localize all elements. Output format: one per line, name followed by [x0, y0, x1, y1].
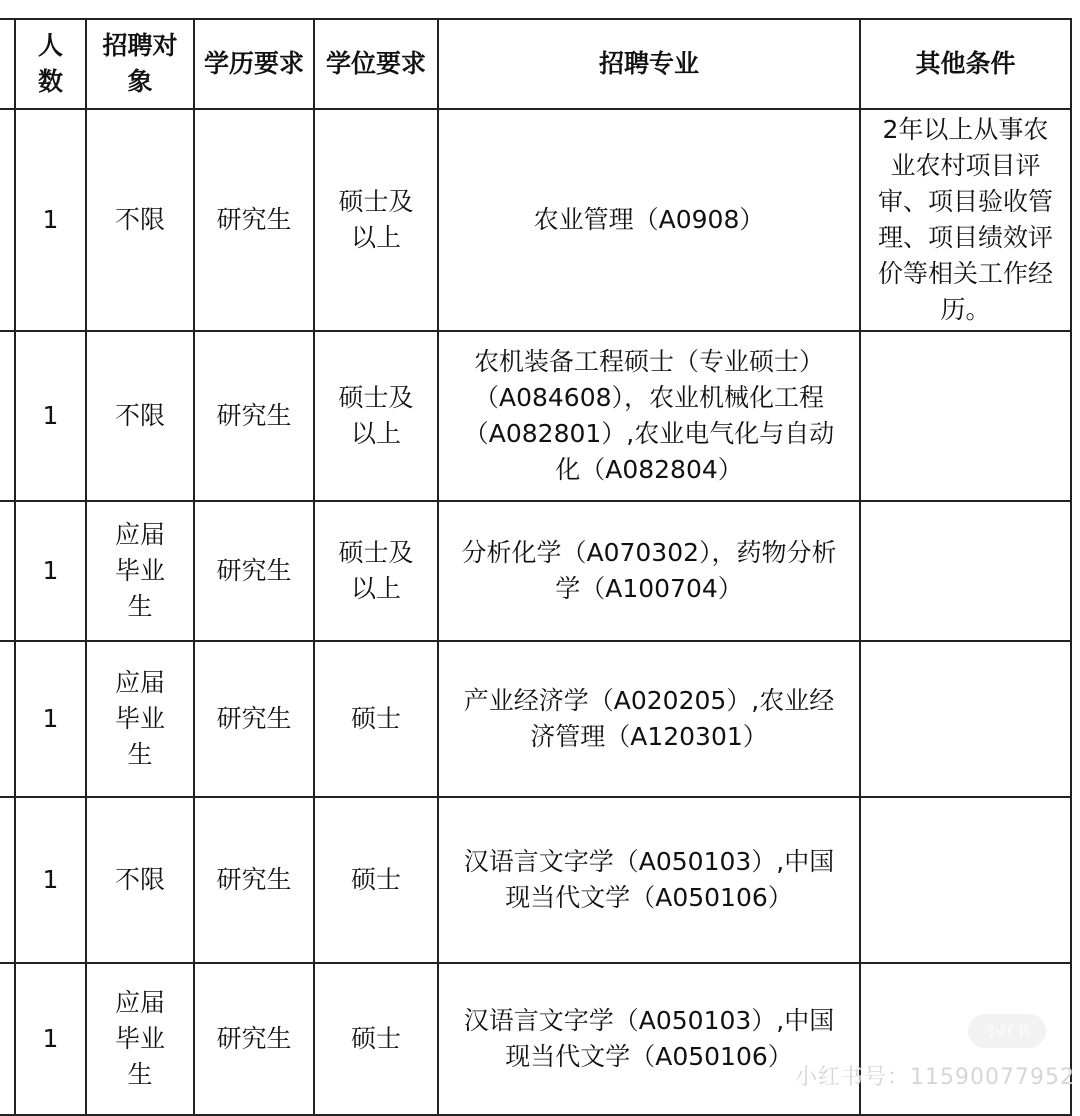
target-cell: 不限 [86, 797, 194, 963]
target-cell: 应届毕业生 [86, 641, 194, 797]
header-major: 招聘专业 [438, 19, 860, 109]
count-cell: 1 [15, 109, 86, 331]
education-cell: 研究生 [194, 331, 314, 501]
table-row [0, 331, 1071, 501]
table-row [0, 501, 1071, 641]
degree-cell: 硕士 [314, 963, 438, 1115]
major-cell: 农机装备工程硕士（专业硕士）（A084608），农业机械化工程（A082801）,农业电气化与自动化（A082804） [438, 331, 860, 501]
count-cell: 1 [15, 641, 86, 797]
major-cell: 产业经济学（A020205）,农业经济管理（A120301） [438, 641, 860, 797]
education-cell: 研究生 [194, 963, 314, 1115]
degree-cell: 硕士及以上 [314, 501, 438, 641]
other-cell [860, 501, 1071, 641]
major-cell: 分析化学（A070302），药物分析学（A100704） [438, 501, 860, 641]
header-other: 其他条件 [860, 19, 1071, 109]
target-cell: 不限 [86, 331, 194, 501]
education-cell: 研究生 [194, 109, 314, 331]
degree-cell: 硕士及以上 [314, 331, 438, 501]
header-cut-column [0, 19, 15, 109]
count-cell: 1 [15, 501, 86, 641]
header-count: 人数 [15, 19, 86, 109]
degree-cell: 硕士 [314, 641, 438, 797]
education-cell: 研究生 [194, 501, 314, 641]
count-cell: 1 [15, 331, 86, 501]
major-cell: 农业管理（A0908） [438, 109, 860, 331]
table-row [0, 641, 1071, 797]
target-cell: 应届毕业生 [86, 963, 194, 1115]
header-education: 学历要求 [194, 19, 314, 109]
education-cell: 研究生 [194, 641, 314, 797]
other-cell [860, 797, 1071, 963]
cut-cell [0, 109, 15, 331]
count-cell: 1 [15, 963, 86, 1115]
header-target: 招聘对象 [86, 19, 194, 109]
table-row [0, 963, 1071, 1115]
table-row [0, 109, 1071, 331]
target-cell: 应届毕业生 [86, 501, 194, 641]
cut-cell [0, 501, 15, 641]
cut-cell [0, 963, 15, 1115]
other-cell [860, 641, 1071, 797]
other-cell: 2年以上从事农业农村项目评审、项目验收管理、项目绩效评价等相关工作经历。 [860, 109, 1071, 331]
target-cell: 不限 [86, 109, 194, 331]
header-degree: 学位要求 [314, 19, 438, 109]
degree-cell: 硕士 [314, 797, 438, 963]
degree-cell: 硕士及以上 [314, 109, 438, 331]
watermark-logo: 小红书 [968, 1014, 1046, 1048]
cut-cell [0, 331, 15, 501]
other-cell [860, 331, 1071, 501]
major-cell: 汉语言文字学（A050103）,中国现当代文学（A050106） [438, 797, 860, 963]
cut-cell [0, 797, 15, 963]
education-cell: 研究生 [194, 797, 314, 963]
watermark-text: 小红书号：11590077952 [795, 1065, 1075, 1090]
count-cell: 1 [15, 797, 86, 963]
major-cell: 汉语言文字学（A050103）,中国现当代文学（A050106） [438, 963, 860, 1115]
table-row [0, 797, 1071, 963]
table-header-row [0, 19, 1071, 109]
recruitment-table [0, 18, 1072, 1116]
cut-cell [0, 641, 15, 797]
